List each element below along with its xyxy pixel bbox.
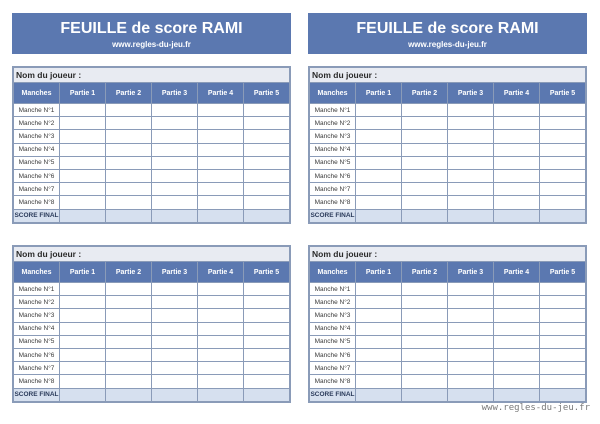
final-score-cell[interactable] xyxy=(244,209,290,222)
score-cell[interactable] xyxy=(448,130,494,143)
score-cell[interactable] xyxy=(448,309,494,322)
column-header-game-4: Partie 4 xyxy=(494,83,540,104)
round-label: Manche N°6 xyxy=(310,169,356,182)
round-label: Manche N°7 xyxy=(14,183,60,196)
score-table xyxy=(309,67,586,223)
round-row xyxy=(310,309,586,322)
round-row xyxy=(14,169,290,182)
score-cell[interactable] xyxy=(152,169,198,182)
round-label: Manche N°4 xyxy=(14,322,60,335)
score-cell[interactable] xyxy=(494,143,540,156)
round-label: Manche N°8 xyxy=(310,375,356,388)
final-score-cell[interactable] xyxy=(152,209,198,222)
round-label: Manche N°1 xyxy=(14,104,60,117)
round-row xyxy=(14,117,290,130)
round-row xyxy=(310,183,586,196)
round-label: Manche N°6 xyxy=(14,348,60,361)
score-cell[interactable] xyxy=(356,117,402,130)
score-cell[interactable] xyxy=(244,117,290,130)
round-label: Manche N°1 xyxy=(310,104,356,117)
score-table xyxy=(13,67,290,223)
score-cell[interactable] xyxy=(106,183,152,196)
round-label: Manche N°5 xyxy=(14,156,60,169)
score-cell[interactable] xyxy=(448,143,494,156)
score-cell[interactable] xyxy=(106,348,152,361)
banner-site: www.regles-du-jeu.fr xyxy=(408,40,487,49)
column-header-game-2: Partie 2 xyxy=(402,83,448,104)
final-score-cell[interactable] xyxy=(198,209,244,222)
final-score-label: SCORE FINAL xyxy=(14,388,60,401)
score-cell[interactable] xyxy=(106,362,152,375)
score-cell[interactable] xyxy=(402,335,448,348)
column-header-game-5: Partie 5 xyxy=(540,262,586,283)
column-header-rounds: Manches xyxy=(310,83,356,104)
final-score-cell[interactable] xyxy=(60,388,106,401)
score-cell[interactable] xyxy=(106,296,152,309)
player-sheet-3 xyxy=(12,245,291,403)
column-header-game-3: Partie 3 xyxy=(448,83,494,104)
score-cell[interactable] xyxy=(540,104,586,117)
score-cell[interactable] xyxy=(448,375,494,388)
score-cell[interactable] xyxy=(60,143,106,156)
score-cell[interactable] xyxy=(106,117,152,130)
round-label: Manche N°7 xyxy=(310,362,356,375)
score-cell[interactable] xyxy=(540,183,586,196)
round-row xyxy=(310,104,586,117)
score-cell[interactable] xyxy=(448,283,494,296)
score-cell[interactable] xyxy=(106,104,152,117)
score-cell[interactable] xyxy=(60,283,106,296)
player-name-field[interactable]: Nom du joueur : xyxy=(14,247,290,262)
round-label: Manche N°4 xyxy=(310,143,356,156)
score-cell[interactable] xyxy=(106,283,152,296)
round-row xyxy=(310,143,586,156)
round-row xyxy=(14,348,290,361)
score-cell[interactable] xyxy=(152,283,198,296)
round-row xyxy=(310,335,586,348)
score-cell[interactable] xyxy=(106,156,152,169)
score-cell[interactable] xyxy=(152,130,198,143)
final-score-cell[interactable] xyxy=(152,388,198,401)
column-header-game-3: Partie 3 xyxy=(152,83,198,104)
score-cell[interactable] xyxy=(244,296,290,309)
score-cell[interactable] xyxy=(60,335,106,348)
final-score-cell[interactable] xyxy=(356,209,402,222)
final-score-cell[interactable] xyxy=(402,388,448,401)
score-cell[interactable] xyxy=(244,322,290,335)
score-cell[interactable] xyxy=(356,143,402,156)
final-score-cell[interactable] xyxy=(60,209,106,222)
score-table xyxy=(13,246,290,402)
score-cell[interactable] xyxy=(60,348,106,361)
score-cell[interactable] xyxy=(402,183,448,196)
column-header-rounds: Manches xyxy=(310,262,356,283)
banner-title: FEUILLE de score RAMI xyxy=(60,20,243,37)
score-cell[interactable] xyxy=(198,283,244,296)
column-header-game-1: Partie 1 xyxy=(60,83,106,104)
round-row xyxy=(14,156,290,169)
score-cell[interactable] xyxy=(356,183,402,196)
round-label: Manche N°8 xyxy=(14,375,60,388)
column-header-game-5: Partie 5 xyxy=(244,83,290,104)
score-cell[interactable] xyxy=(356,362,402,375)
column-header-game-4: Partie 4 xyxy=(198,262,244,283)
score-cell[interactable] xyxy=(198,362,244,375)
round-label: Manche N°1 xyxy=(310,283,356,296)
round-row xyxy=(14,322,290,335)
round-row xyxy=(14,309,290,322)
round-row xyxy=(14,296,290,309)
score-cell[interactable] xyxy=(244,375,290,388)
score-cell[interactable] xyxy=(198,156,244,169)
score-cell[interactable] xyxy=(494,309,540,322)
score-cell[interactable] xyxy=(448,169,494,182)
score-cell[interactable] xyxy=(448,183,494,196)
column-header-game-4: Partie 4 xyxy=(494,262,540,283)
score-cell[interactable] xyxy=(448,348,494,361)
score-cell[interactable] xyxy=(106,169,152,182)
round-label: Manche N°2 xyxy=(310,296,356,309)
round-label: Manche N°3 xyxy=(310,309,356,322)
round-row xyxy=(310,362,586,375)
score-cell[interactable] xyxy=(540,156,586,169)
column-header-game-5: Partie 5 xyxy=(244,262,290,283)
score-cell[interactable] xyxy=(356,196,402,209)
score-cell[interactable] xyxy=(60,169,106,182)
round-row xyxy=(14,375,290,388)
round-row xyxy=(310,296,586,309)
score-sheet-banner-left xyxy=(12,13,291,54)
round-label: Manche N°3 xyxy=(14,130,60,143)
round-row xyxy=(310,130,586,143)
round-label: Manche N°1 xyxy=(14,283,60,296)
round-row xyxy=(310,196,586,209)
round-row xyxy=(310,348,586,361)
round-label: Manche N°8 xyxy=(310,196,356,209)
score-cell[interactable] xyxy=(244,196,290,209)
score-cell[interactable] xyxy=(356,130,402,143)
score-cell[interactable] xyxy=(152,322,198,335)
score-cell[interactable] xyxy=(152,117,198,130)
score-cell[interactable] xyxy=(356,309,402,322)
score-cell[interactable] xyxy=(402,130,448,143)
score-cell[interactable] xyxy=(152,156,198,169)
score-cell[interactable] xyxy=(540,143,586,156)
score-cell[interactable] xyxy=(60,296,106,309)
score-cell[interactable] xyxy=(494,169,540,182)
final-score-cell[interactable] xyxy=(198,388,244,401)
score-cell[interactable] xyxy=(494,117,540,130)
score-cell[interactable] xyxy=(356,348,402,361)
column-header-game-5: Partie 5 xyxy=(540,83,586,104)
score-cell[interactable] xyxy=(244,348,290,361)
score-cell[interactable] xyxy=(540,169,586,182)
score-cell[interactable] xyxy=(152,296,198,309)
score-cell[interactable] xyxy=(402,348,448,361)
score-cell[interactable] xyxy=(198,104,244,117)
score-cell[interactable] xyxy=(60,309,106,322)
score-cell[interactable] xyxy=(402,322,448,335)
score-sheet-banner-right xyxy=(308,13,587,54)
score-cell[interactable] xyxy=(402,117,448,130)
score-cell[interactable] xyxy=(356,156,402,169)
score-cell[interactable] xyxy=(198,117,244,130)
score-cell[interactable] xyxy=(540,130,586,143)
round-label: Manche N°3 xyxy=(14,309,60,322)
round-row xyxy=(14,196,290,209)
score-cell[interactable] xyxy=(540,309,586,322)
round-label: Manche N°2 xyxy=(14,117,60,130)
round-row xyxy=(310,117,586,130)
round-label: Manche N°4 xyxy=(310,322,356,335)
score-cell[interactable] xyxy=(60,104,106,117)
final-score-cell[interactable] xyxy=(448,209,494,222)
score-cell[interactable] xyxy=(106,322,152,335)
score-cell[interactable] xyxy=(402,283,448,296)
round-row xyxy=(14,362,290,375)
final-score-cell[interactable] xyxy=(448,388,494,401)
score-cell[interactable] xyxy=(540,296,586,309)
banner-title: FEUILLE de score RAMI xyxy=(356,20,539,37)
score-cell[interactable] xyxy=(356,104,402,117)
round-label: Manche N°5 xyxy=(310,335,356,348)
score-cell[interactable] xyxy=(356,375,402,388)
column-header-game-4: Partie 4 xyxy=(198,83,244,104)
score-cell[interactable] xyxy=(356,296,402,309)
player-sheet-4 xyxy=(308,245,587,403)
score-cell[interactable] xyxy=(356,169,402,182)
score-cell[interactable] xyxy=(540,375,586,388)
score-cell[interactable] xyxy=(494,335,540,348)
player-sheet-2 xyxy=(308,66,587,224)
score-cell[interactable] xyxy=(152,143,198,156)
round-label: Manche N°2 xyxy=(310,117,356,130)
final-score-cell[interactable] xyxy=(494,209,540,222)
score-cell[interactable] xyxy=(402,375,448,388)
final-score-cell[interactable] xyxy=(106,209,152,222)
score-cell[interactable] xyxy=(106,196,152,209)
score-cell[interactable] xyxy=(402,143,448,156)
column-header-game-1: Partie 1 xyxy=(60,262,106,283)
score-cell[interactable] xyxy=(244,156,290,169)
final-score-label: SCORE FINAL xyxy=(14,209,60,222)
final-score-cell[interactable] xyxy=(494,388,540,401)
score-cell[interactable] xyxy=(198,130,244,143)
round-row xyxy=(310,375,586,388)
round-row xyxy=(14,283,290,296)
score-cell[interactable] xyxy=(198,375,244,388)
column-header-game-2: Partie 2 xyxy=(106,83,152,104)
score-cell[interactable] xyxy=(356,335,402,348)
score-cell[interactable] xyxy=(152,362,198,375)
score-cell[interactable] xyxy=(60,117,106,130)
column-header-game-3: Partie 3 xyxy=(448,262,494,283)
score-cell[interactable] xyxy=(402,296,448,309)
score-cell[interactable] xyxy=(448,322,494,335)
score-cell[interactable] xyxy=(152,348,198,361)
score-cell[interactable] xyxy=(106,143,152,156)
player-name-field[interactable]: Nom du joueur : xyxy=(310,247,586,262)
score-cell[interactable] xyxy=(540,117,586,130)
round-row xyxy=(14,130,290,143)
round-row xyxy=(310,156,586,169)
score-cell[interactable] xyxy=(244,283,290,296)
score-cell[interactable] xyxy=(60,196,106,209)
column-header-rounds: Manches xyxy=(14,262,60,283)
score-cell[interactable] xyxy=(494,322,540,335)
final-score-cell[interactable] xyxy=(540,209,586,222)
score-cell[interactable] xyxy=(152,309,198,322)
score-cell[interactable] xyxy=(402,104,448,117)
score-cell[interactable] xyxy=(494,296,540,309)
column-header-game-2: Partie 2 xyxy=(106,262,152,283)
score-cell[interactable] xyxy=(448,104,494,117)
score-cell[interactable] xyxy=(494,375,540,388)
score-cell[interactable] xyxy=(152,335,198,348)
score-cell[interactable] xyxy=(198,335,244,348)
round-label: Manche N°6 xyxy=(310,348,356,361)
score-cell[interactable] xyxy=(152,375,198,388)
final-score-cell[interactable] xyxy=(540,388,586,401)
score-cell[interactable] xyxy=(540,196,586,209)
score-cell[interactable] xyxy=(244,143,290,156)
score-cell[interactable] xyxy=(356,322,402,335)
score-cell[interactable] xyxy=(494,283,540,296)
score-cell[interactable] xyxy=(244,130,290,143)
column-header-rounds: Manches xyxy=(14,83,60,104)
final-score-label: SCORE FINAL xyxy=(310,209,356,222)
score-cell[interactable] xyxy=(60,130,106,143)
score-cell[interactable] xyxy=(60,183,106,196)
score-cell[interactable] xyxy=(448,156,494,169)
score-cell[interactable] xyxy=(198,183,244,196)
score-cell[interactable] xyxy=(540,335,586,348)
round-row xyxy=(14,143,290,156)
final-score-cell[interactable] xyxy=(244,388,290,401)
score-cell[interactable] xyxy=(198,348,244,361)
banner-site: www.regles-du-jeu.fr xyxy=(112,40,191,49)
column-header-game-1: Partie 1 xyxy=(356,83,402,104)
score-cell[interactable] xyxy=(494,362,540,375)
round-row xyxy=(14,104,290,117)
score-cell[interactable] xyxy=(60,322,106,335)
round-label: Manche N°7 xyxy=(14,362,60,375)
column-header-game-2: Partie 2 xyxy=(402,262,448,283)
score-cell[interactable] xyxy=(106,375,152,388)
round-label: Manche N°4 xyxy=(14,143,60,156)
score-cell[interactable] xyxy=(356,283,402,296)
score-cell[interactable] xyxy=(540,283,586,296)
score-cell[interactable] xyxy=(106,309,152,322)
column-header-game-3: Partie 3 xyxy=(152,262,198,283)
score-cell[interactable] xyxy=(494,130,540,143)
round-row xyxy=(14,183,290,196)
score-cell[interactable] xyxy=(152,183,198,196)
score-cell[interactable] xyxy=(244,335,290,348)
score-cell[interactable] xyxy=(106,130,152,143)
round-label: Manche N°6 xyxy=(14,169,60,182)
score-cell[interactable] xyxy=(152,104,198,117)
final-score-cell[interactable] xyxy=(402,209,448,222)
score-cell[interactable] xyxy=(494,104,540,117)
column-header-game-1: Partie 1 xyxy=(356,262,402,283)
round-label: Manche N°5 xyxy=(310,156,356,169)
score-cell[interactable] xyxy=(244,169,290,182)
score-cell[interactable] xyxy=(198,196,244,209)
score-cell[interactable] xyxy=(402,169,448,182)
score-cell[interactable] xyxy=(448,362,494,375)
score-cell[interactable] xyxy=(448,296,494,309)
final-score-cell[interactable] xyxy=(356,388,402,401)
score-cell[interactable] xyxy=(152,196,198,209)
score-cell[interactable] xyxy=(60,362,106,375)
player-name-field[interactable]: Nom du joueur : xyxy=(14,68,290,83)
score-cell[interactable] xyxy=(198,322,244,335)
final-score-label: SCORE FINAL xyxy=(310,388,356,401)
player-sheet-1 xyxy=(12,66,291,224)
round-row xyxy=(310,322,586,335)
score-cell[interactable] xyxy=(60,156,106,169)
score-cell[interactable] xyxy=(494,196,540,209)
score-cell[interactable] xyxy=(402,196,448,209)
score-cell[interactable] xyxy=(198,169,244,182)
score-cell[interactable] xyxy=(198,143,244,156)
score-cell[interactable] xyxy=(448,335,494,348)
round-row xyxy=(310,169,586,182)
final-score-cell[interactable] xyxy=(106,388,152,401)
score-cell[interactable] xyxy=(198,309,244,322)
score-cell[interactable] xyxy=(448,117,494,130)
score-cell[interactable] xyxy=(60,375,106,388)
round-row xyxy=(310,283,586,296)
score-cell[interactable] xyxy=(448,196,494,209)
score-cell[interactable] xyxy=(244,183,290,196)
round-label: Manche N°8 xyxy=(14,196,60,209)
score-cell[interactable] xyxy=(402,156,448,169)
score-cell[interactable] xyxy=(244,362,290,375)
score-cell[interactable] xyxy=(540,348,586,361)
score-cell[interactable] xyxy=(198,296,244,309)
score-cell[interactable] xyxy=(494,348,540,361)
round-label: Manche N°5 xyxy=(14,335,60,348)
player-name-field[interactable]: Nom du joueur : xyxy=(310,68,586,83)
score-cell[interactable] xyxy=(540,322,586,335)
score-cell[interactable] xyxy=(244,104,290,117)
score-cell[interactable] xyxy=(106,335,152,348)
score-cell[interactable] xyxy=(494,156,540,169)
score-cell[interactable] xyxy=(402,362,448,375)
score-table xyxy=(309,246,586,402)
round-label: Manche N°2 xyxy=(14,296,60,309)
round-label: Manche N°7 xyxy=(310,183,356,196)
round-label: Manche N°3 xyxy=(310,130,356,143)
score-cell[interactable] xyxy=(244,309,290,322)
round-row xyxy=(14,335,290,348)
footer-watermark: www.regles-du-jeu.fr xyxy=(481,403,590,413)
score-cell[interactable] xyxy=(402,309,448,322)
score-cell[interactable] xyxy=(494,183,540,196)
score-cell[interactable] xyxy=(540,362,586,375)
